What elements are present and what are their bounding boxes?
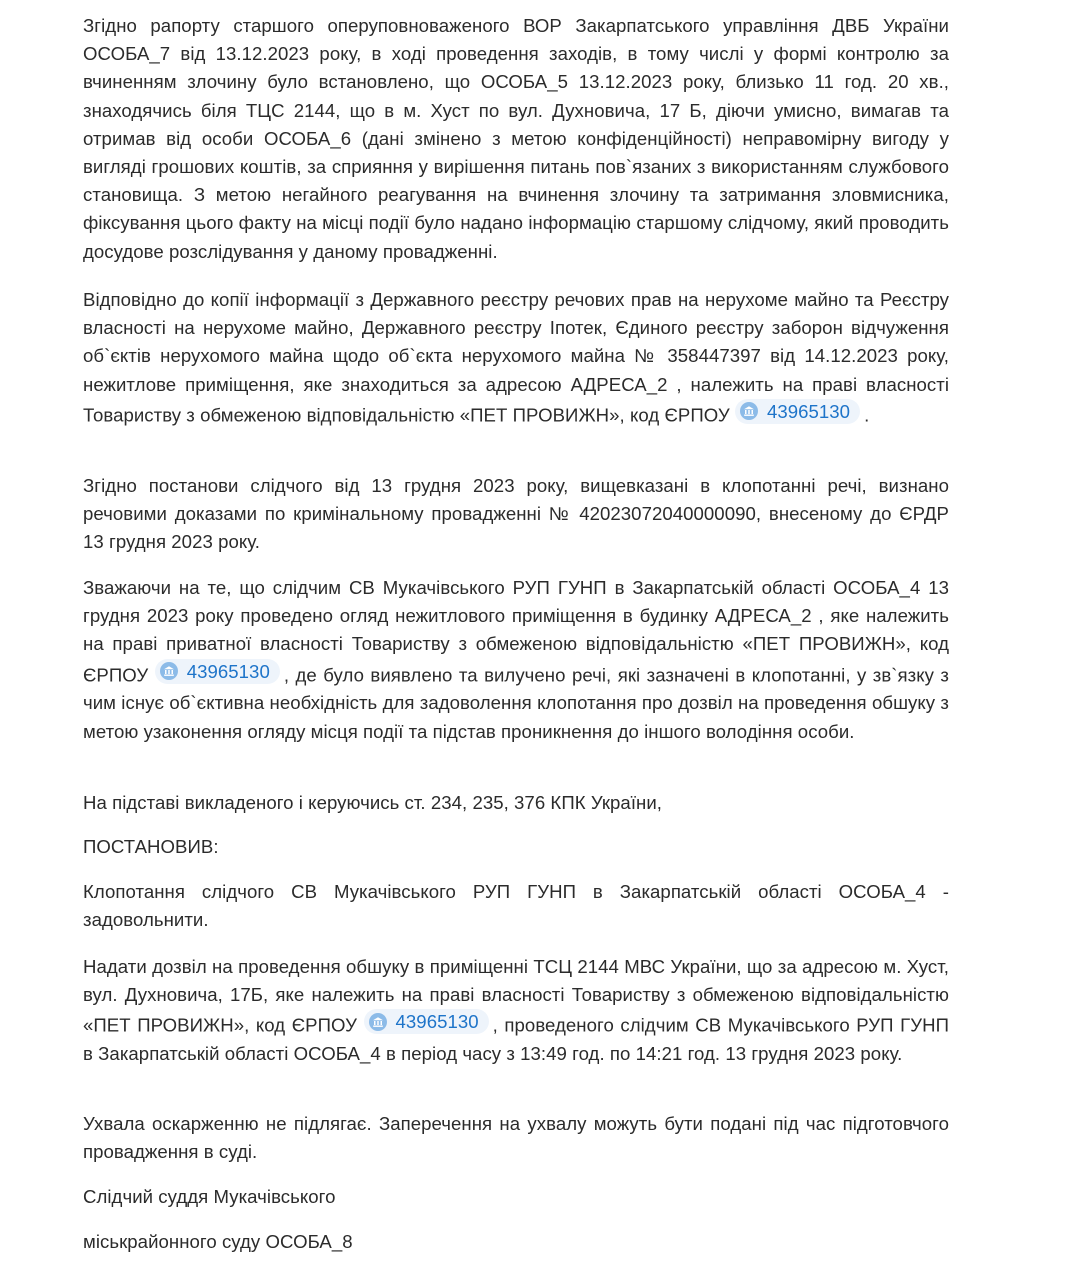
paragraph-report-text: Згідно рапорту старшого оперуповноваженого ВОР Закарпатського управління ДВБ України ОСОБА_7 від 13.12.2023 року, в ході проведення заходів, в тому числі у формі контролю за вчиненням злочину було встановлено, що ОСОБА_5 13.12.2023 року, близько 11 год. 20 хв., знаходячись біля ТЦС 2144, що в м. Хуст по вул. Духновича, 17 Б, діючи умисно, вимагав та отримав від особи ОСОБА_6 (дані змінено з метою конфіденційності) неправомірну вигоду у вигляді грошових коштів, за сприяння у вирішення питань пов`язаних з використанням службового становища. З метою негайного реагування на вчинення злочину та затримання зловмисника, фіксування цього факту на місці події було надано інформацію старшому слідчому, який проводить досудове розслідування у даному провадженні.: [83, 15, 949, 262]
paragraph-legal-basis-text: На підставі викладеного і керуючись ст. 234, 235, 376 КПК України,: [83, 792, 663, 813]
judge-title-text: Слідчий суддя Мукачівського: [83, 1186, 336, 1207]
paragraph-appeal-note-text: Ухвала оскарженню не підлягає. Заперечення на ухвалу можуть бути подані під час підготовчого провадження в суді.: [83, 1113, 949, 1163]
paragraph-motion-granted-text: Клопотання слідчого СВ Мукачівського РУП ГУНП в Закарпатській області ОСОБА_4 - задовольнити.: [83, 881, 949, 931]
paragraph-search-permission-text: Надати дозвіл на проведення обшуку в приміщенні ТСЦ 2144 МВС України, що за адресою м. Хуст, вул. Духновича, 17Б, яке належить на праві власності Товариству з обмеженою відповідальністю «ПЕТ ПРОВИЖН», код ЄРПОУ: [83, 956, 949, 1036]
edrpou-link[interactable]: [155, 659, 280, 684]
paragraph-evidence: [83, 472, 949, 557]
paragraph-registry-text: Відповідно до копії інформації з Державного реєстру речових прав на нерухоме майно та Реєстру власності на нерухоме майно, Державного реєстру Іпотек, Єдиного реєстру заборон відчуження об`єктів нерухомого майна щодо об`єкта нерухомого майна № 358447397 від 14.12.2023 року, нежитлове приміщення, яке знаходиться за адресою АДРЕСА_2 , належить на праві власності Товариству з обмеженою відповідальністю «ПЕТ ПРОВИЖН», код ЄРПОУ: [83, 289, 949, 426]
edrpou-code: 43965130: [395, 1011, 479, 1033]
resolved-heading-text: ПОСТАНОВИВ:: [83, 836, 219, 857]
paragraph-evidence-text: Згідно постанови слідчого від 13 грудня 2023 року, вищевказані в клопотанні речі, визнано речовими доказами по кримінальному провадженні № 42023072040000090, внесеному до ЄРДР 13 грудня 2023 року.: [83, 475, 949, 553]
edrpou-link[interactable]: [735, 399, 860, 424]
paragraph-registry-info: [83, 286, 949, 430]
paragraph-report: [83, 12, 949, 266]
registry-building-icon: [740, 402, 758, 420]
paragraph-appeal-note: [83, 1110, 949, 1166]
paragraph-resolved-heading: [83, 833, 949, 861]
registry-building-icon: [369, 1013, 387, 1031]
paragraph-inspection-tail: , де було виявлено та вилучено речі, які зазначені в клопотанні, у зв`язку з чим існує об`єктивна необхідність для задоволення клопотання про дозвіл на проведення обшуку з метою узаконення огляду місця події та підстав проникнення до іншого володіння особи.: [83, 664, 949, 742]
paragraph-search-permission: [83, 953, 949, 1068]
paragraph-motion-granted: [83, 878, 949, 934]
court-name-text: міськрайонного суду ОСОБА_8: [83, 1231, 353, 1252]
paragraph-registry-tail: .: [864, 404, 870, 426]
paragraph-inspection: [83, 574, 949, 746]
edrpou-link[interactable]: [364, 1009, 489, 1034]
signature-line-1: [83, 1183, 949, 1211]
paragraph-search-permission-tail: , проведеного слідчим СВ Мукачівського РУП ГУНП в Закарпатській області ОСОБА_4 в період часу з 13:49 год. по 14:21 год. 13 грудня 2023 року.: [83, 1014, 949, 1065]
paragraph-legal-basis: [83, 789, 949, 817]
edrpou-code: 43965130: [186, 660, 270, 682]
paragraph-inspection-text: Зважаючи на те, що слідчим СВ Мукачівського РУП ГУНП в Закарпатській області ОСОБА_4 13 грудня 2023 року проведено огляд нежитлового приміщення в будинку АДРЕСА_2 , яке належить на праві приватної власності Товариству з обмеженою відповідальністю «ПЕТ ПРОВИЖН», код ЄРПОУ: [83, 577, 949, 686]
registry-building-icon: [160, 662, 178, 680]
edrpou-code: 43965130: [766, 400, 851, 422]
signature-line-2: [83, 1228, 949, 1256]
